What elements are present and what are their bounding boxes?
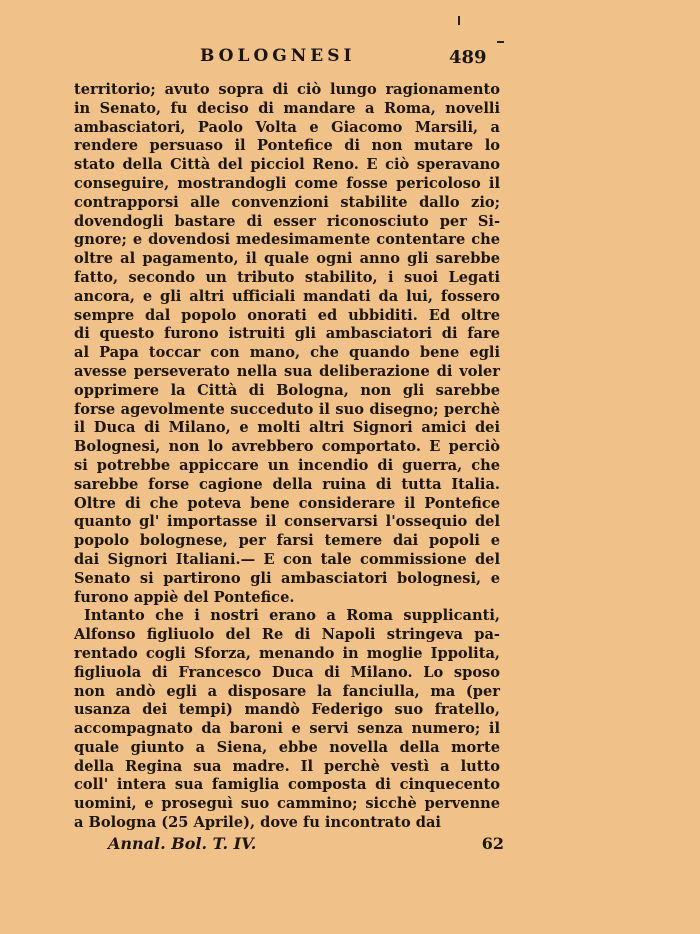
text-line: ambasciatori, Paolo Volta e Giacomo Marsili, a — [74, 118, 500, 136]
text-line: accompagnato da baroni e servi senza numero; il — [74, 720, 500, 738]
text-line: stato della Città del picciol Reno. E ciò speravano — [74, 156, 500, 174]
text-line: sarebbe forse cagione della ruina di tutta Italia. — [74, 475, 500, 493]
text-line: opprimere la Città di Bologna, non gli sarebbe — [74, 381, 500, 399]
text-line: quale giunto a Siena, ebbe novella della morte — [74, 738, 500, 756]
text-line: in Senato, fu deciso di mandare a Roma, novelli — [74, 99, 500, 117]
text-line: figliuola di Francesco Duca di Milano. Lo sposo — [74, 663, 500, 681]
sheet-number: 62 — [481, 834, 504, 853]
text-line: Oltre di che poteva bene considerare il Pontefice — [74, 494, 500, 512]
text-line: sempre dal popolo onorati ed ubbiditi. Ed oltre — [74, 306, 500, 324]
text-line: Bolognesi, non lo avrebbero comportato. E perciò — [74, 438, 500, 456]
text-line: Senato si partirono gli ambasciatori bolognesi, e — [74, 569, 500, 587]
running-head-title: BOLOGNESI — [200, 46, 356, 66]
text-line: gnore; e dovendosi medesimamente contentare che — [74, 231, 500, 249]
page-number: 489 — [449, 47, 487, 68]
text-line: al Papa toccar con mano, che quando bene egli — [74, 344, 500, 362]
text-line: furono appiè del Pontefice. — [74, 588, 295, 606]
ink-speck — [458, 16, 460, 25]
text-line: territorio; avuto sopra di ciò lungo ragionamento — [74, 81, 500, 98]
text-line: rentado cogli Sforza, menando in moglie Ippolita, — [74, 644, 500, 662]
text-line: contrapporsi alle convenzioni stabilite dallo zio; — [74, 193, 500, 211]
body-text — [74, 81, 500, 833]
text-line: avesse perseverato nella sua deliberazione di voler — [74, 362, 500, 380]
signature-mark: Annal. Bol. T. IV. — [108, 834, 257, 853]
text-line: Intanto che i nostri erano a Roma supplicanti, — [84, 607, 500, 625]
text-line: dai Signori Italiani.— E con tale commissione del — [74, 550, 500, 568]
text-line: forse agevolmente succeduto il suo disegno; perchè — [74, 400, 500, 418]
text-line: uomini, e proseguì suo cammino; sicchè pervenne — [74, 795, 500, 813]
text-line: rendere persuaso il Pontefice di non mutare lo — [74, 137, 500, 155]
text-line: fatto, secondo un tributo stabilito, i suoi Legati — [74, 268, 500, 286]
text-line: si potrebbe appiccare un incendio di guerra, che — [74, 456, 500, 474]
text-line: usanza dei tempi) mandò Federigo suo fratello, — [74, 701, 500, 719]
text-line: conseguire, mostrandogli come fosse pericoloso il — [74, 174, 500, 192]
text-line: popolo bolognese, per farsi temere dai popoli e — [74, 532, 500, 550]
text-line: della Regina sua madre. Il perchè vestì a lutto — [74, 757, 500, 775]
text-line: di questo furono istruiti gli ambasciatori di fare — [74, 325, 500, 343]
text-line: oltre al pagamento, il quale ogni anno gli sarebbe — [74, 250, 500, 268]
text-line: coll' intera sua famiglia composta di cinquecento — [74, 776, 500, 794]
ink-dash — [497, 41, 504, 43]
footer — [108, 834, 504, 856]
text-line: dovendogli bastare di esser riconosciuto per Si- — [74, 212, 500, 230]
text-line: quanto gl' importasse il conservarsi l'ossequio del — [74, 513, 500, 531]
text-line: ancora, e gli altri ufficiali mandati da lui, fossero — [74, 287, 500, 305]
text-line: Alfonso figliuolo del Re di Napoli stringeva pa- — [74, 626, 500, 644]
text-line: il Duca di Milano, e molti altri Signori amici dei — [74, 419, 500, 437]
text-line: non andò egli a disposare la fanciulla, ma (per — [74, 682, 500, 700]
text-line: a Bologna (25 Aprile), dove fu incontrato dai — [74, 814, 441, 832]
